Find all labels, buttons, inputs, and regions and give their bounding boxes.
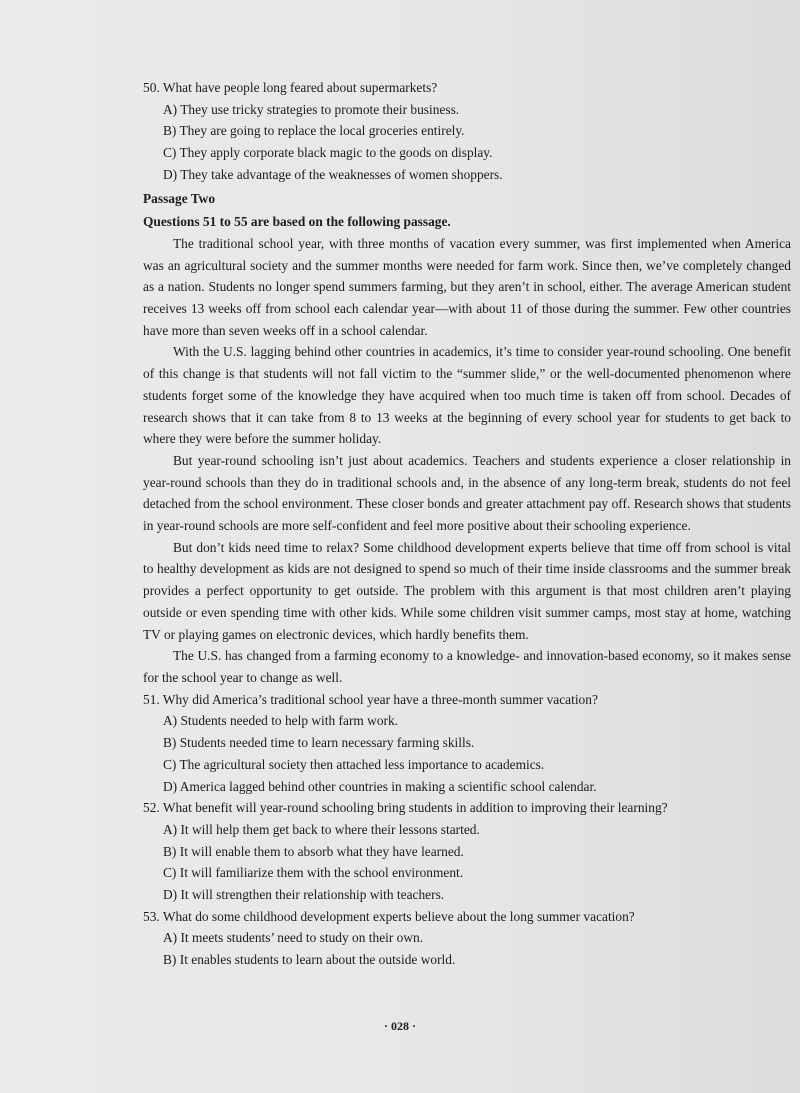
page-content (143, 77, 791, 971)
question-50-option-a: A) They use tricky strategies to promote their business. (163, 101, 460, 117)
page-number: · 028 · (383, 1019, 416, 1033)
question-51-option-d: D) America lagged behind other countries in making a scientific school calendar. (163, 778, 597, 794)
question-50-option-d: D) They take advantage of the weaknesses of women shoppers. (163, 166, 503, 182)
question-51-option-c: C) The agricultural society then attached less importance to academics. (163, 756, 545, 772)
question-53-option-a: A) It meets students’ need to study on their own. (163, 930, 424, 946)
question-52-option-d: D) It will strengthen their relationship with teachers. (163, 887, 445, 903)
question-52-stem: 52. What benefit will year-round schooling bring students in addition to improving their learning? (143, 800, 668, 816)
question-52-option-c: C) It will familiarize them with the school environment. (163, 865, 464, 881)
passage-title: Passage Two (143, 190, 216, 206)
question-50-stem: 50. What have people long feared about supermarkets? (143, 80, 438, 95)
passage-instruction: Questions 51 to 55 are based on the following passage. (143, 214, 451, 230)
passage-paragraph-1: The traditional school year, with three months of vacation every summer, was first implemented when America was an agricultural society and the summer months were needed for farm work. Since then, we’ve completely changed as a nation. Students no longer spend summers farming, but they aren’t in school, either. The average American student receives 13 weeks off from school each calendar year—with about 11 of those during the summer. Few other countries have more than seven weeks off in a school calendar. (143, 235, 791, 338)
question-51-option-b: B) Students needed time to learn necessary farming skills. (163, 735, 475, 751)
question-50-option-b: B) They are going to replace the local groceries entirely. (163, 123, 465, 139)
question-51-stem: 51. Why did America’s traditional school year have a three-month summer vacation? (143, 691, 598, 707)
passage-paragraph-4: But don’t kids need time to relax? Some childhood development experts believe that time off from school is vital to healthy development as kids are not designed to spend so much of their time inside classrooms and the summer break provides a perfect opportunity to get outside. The problem with this argument is that most children aren’t playing outside or even spending time with other kids. While some children visit summer camps, most stay at home, watching TV or playing games on electronic devices, which hardly benefits them. (143, 539, 791, 642)
question-52-option-b: B) It will enable them to absorb what they have learned. (163, 843, 464, 859)
passage-paragraph-3: But year-round schooling isn’t just about academics. Teachers and students experience a closer relationship in year-round schools than they do in traditional schools and, in the absence of any long-term break, students do not feel detached from the school environment. These closer bonds and greater attachment pay off. Research shows that students in year-round schools are more self-confident and feel more positive about their schooling experience. (143, 452, 791, 534)
passage-paragraph-2: With the U.S. lagging behind other countries in academics, it’s time to consider year-round schooling. One benefit of this change is that students will not fall victim to the “summer slide,” or the well-documented phenomenon where students forget some of the knowledge they have acquired when too much time is taken off from school. Decades of research shows that it can take from 8 to 13 weeks at the beginning of every school year for students to get back to where they were before the summer holiday. (143, 344, 791, 447)
question-50-option-c: C) They apply corporate black magic to the goods on display. (163, 145, 493, 161)
passage-paragraph-5: The U.S. has changed from a farming economy to a knowledge- and innovation-based economy, so it makes sense for the school year to change as well. (143, 648, 791, 685)
question-52-option-a: A) It will help them get back to where their lessons started. (163, 821, 480, 837)
question-51-option-a: A) Students needed to help with farm work. (163, 713, 399, 729)
question-53-stem: 53. What do some childhood development experts believe about the long summer vacation? (143, 908, 635, 924)
question-53-option-b: B) It enables students to learn about the outside world. (163, 952, 456, 968)
